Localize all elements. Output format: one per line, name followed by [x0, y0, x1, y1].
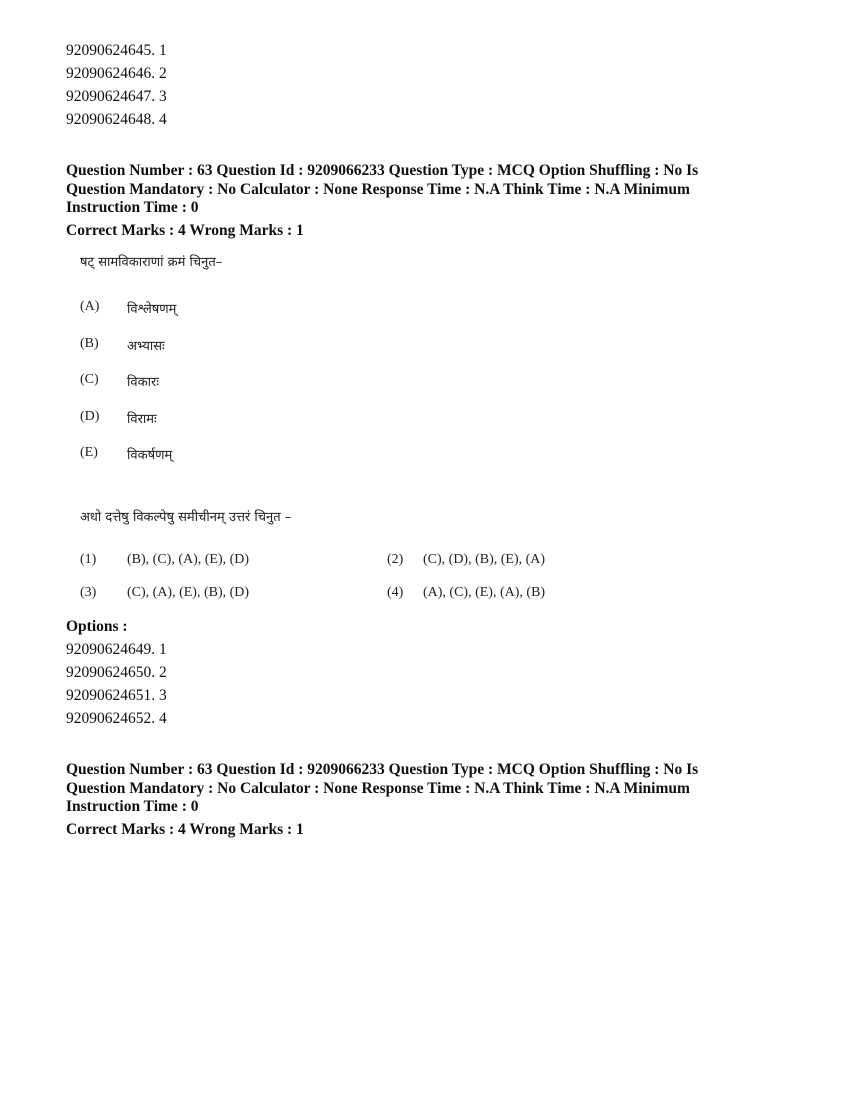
question-stem: षट् सामविकाराणां क्रमं चिनुत–	[80, 255, 223, 270]
option-3: 92090624651. 3	[66, 687, 167, 704]
list-text-e: विकर्षणम्	[127, 448, 173, 463]
prev-option-4: 92090624648. 4	[66, 111, 167, 128]
option-4: 92090624652. 4	[66, 710, 167, 727]
list-text-a: विश्लेषणम्	[127, 302, 177, 317]
list-label-c: (C)	[80, 372, 99, 387]
option-2: 92090624650. 2	[66, 664, 167, 681]
answer-choice-3-num: (3)	[80, 585, 97, 600]
options-heading: Options :	[66, 618, 128, 635]
answer-choice-2-num: (2)	[387, 552, 404, 567]
answer-instruction: अधो दत्तेषु विकल्पेषु समीचीनम् उत्तरं चिनुत –	[80, 510, 292, 525]
prev-option-1: 92090624645. 1	[66, 42, 167, 59]
list-label-e: (E)	[80, 445, 98, 460]
question-marks: Correct Marks : 4 Wrong Marks : 1	[66, 222, 304, 239]
list-label-b: (B)	[80, 336, 99, 351]
list-label-d: (D)	[80, 409, 100, 424]
answer-choice-3-text: (C), (A), (E), (B), (D)	[127, 585, 250, 600]
list-text-d: विरामः	[127, 412, 157, 427]
answer-choice-4-num: (4)	[387, 585, 404, 600]
next-question-meta: Question Number : 63 Question Id : 9209066233 Question Type : MCQ Option Shuffling : No Is Question Mandatory : No Calculator : None Response Time : N.A Think Time : N.A Minimum Instruction Time : 0	[66, 761, 699, 815]
answer-choice-4-text: (A), (C), (E), (A), (B)	[423, 585, 546, 600]
prev-option-2: 92090624646. 2	[66, 65, 167, 82]
list-label-a: (A)	[80, 299, 100, 314]
option-1: 92090624649. 1	[66, 641, 167, 658]
answer-choice-1-num: (1)	[80, 552, 97, 567]
answer-choice-2-text: (C), (D), (B), (E), (A)	[423, 552, 546, 567]
answer-choice-1-text: (B), (C), (A), (E), (D)	[127, 552, 250, 567]
list-text-c: विकारः	[127, 375, 159, 390]
next-question-marks: Correct Marks : 4 Wrong Marks : 1	[66, 821, 304, 838]
list-text-b: अभ्यासः	[127, 339, 165, 354]
prev-option-3: 92090624647. 3	[66, 88, 167, 105]
question-meta: Question Number : 63 Question Id : 9209066233 Question Type : MCQ Option Shuffling : No Is Question Mandatory : No Calculator : None Response Time : N.A Think Time : N.A Minimum Instruction Time : 0	[66, 162, 699, 216]
